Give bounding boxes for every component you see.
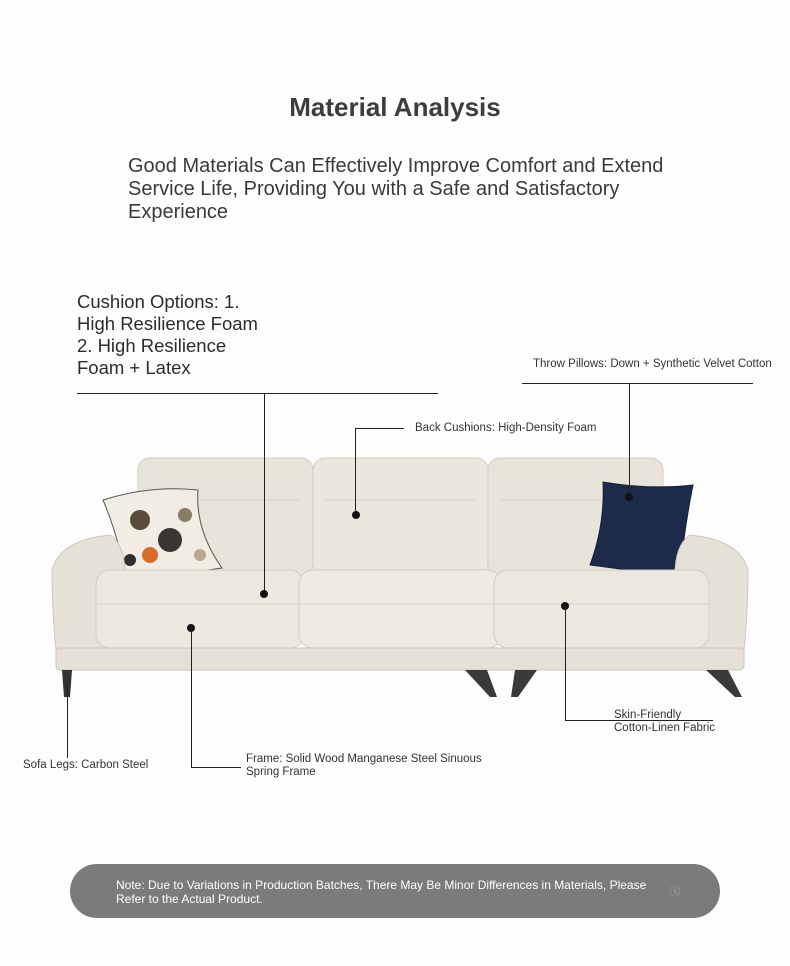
note-banner <box>70 864 720 918</box>
page-title: Material Analysis <box>289 92 501 122</box>
cushion-marker-dot <box>260 590 268 598</box>
frame-leader-horizontal <box>191 767 241 768</box>
cushion-leader-vertical <box>264 393 265 594</box>
cushion-options-label: Cushion Options: 1. High Resilience Foam 2. High Resilience Foam + Latex <box>77 291 258 378</box>
seat-cushion-left <box>96 570 304 648</box>
frame-leader-vertical <box>191 628 192 767</box>
seat-cushion-middle <box>299 570 502 648</box>
back-cushions-leader-vertical <box>355 428 356 515</box>
back-cushions-leader-horizontal <box>355 428 404 429</box>
frame-label-line-1: Frame: Solid Wood Manganese Steel Sinuous <box>246 753 482 765</box>
fabric-label-line-1: Skin-Friendly <box>614 709 682 721</box>
throw-pillows-marker-dot <box>625 493 633 501</box>
throw-pillows-label: Throw Pillows: Down + Synthetic Velvet Cotton <box>533 358 772 370</box>
fabric-leader-vertical <box>565 606 566 720</box>
back-cushions-label: Back Cushions: High-Density Foam <box>415 422 597 434</box>
frame-label-line-2: Spring Frame <box>246 766 316 778</box>
seat-cushion-right <box>494 570 709 648</box>
throw-pillows-leader-horizontal <box>522 383 753 384</box>
throw-pillows-leader-vertical <box>629 383 630 496</box>
sofa-base <box>56 648 744 670</box>
fabric-label-line-2: Cotton-Linen Fabric <box>614 722 715 734</box>
cushion-leader-horizontal <box>77 393 438 394</box>
sofa-leg <box>706 670 742 697</box>
back-cushions-marker-dot <box>352 511 360 519</box>
sofa-back-middle <box>313 458 488 576</box>
sofa-legs-label: Sofa Legs: Carbon Steel <box>23 759 149 771</box>
sofa-leg <box>511 670 537 697</box>
info-icon: ⓘ <box>669 886 681 898</box>
page-subtitle: Good Materials Can Effectively Improve Comfort and Extend Service Life, Providing You with a Safe and Satisfactory Experience <box>128 155 664 223</box>
note-text: Note: Due to Variations in Production Batches, There May Be Minor Differences in Materials, Please Refer to the Actual Product. <box>116 878 647 906</box>
sofa-leg <box>465 670 497 697</box>
legs-leader-vertical <box>67 684 68 758</box>
